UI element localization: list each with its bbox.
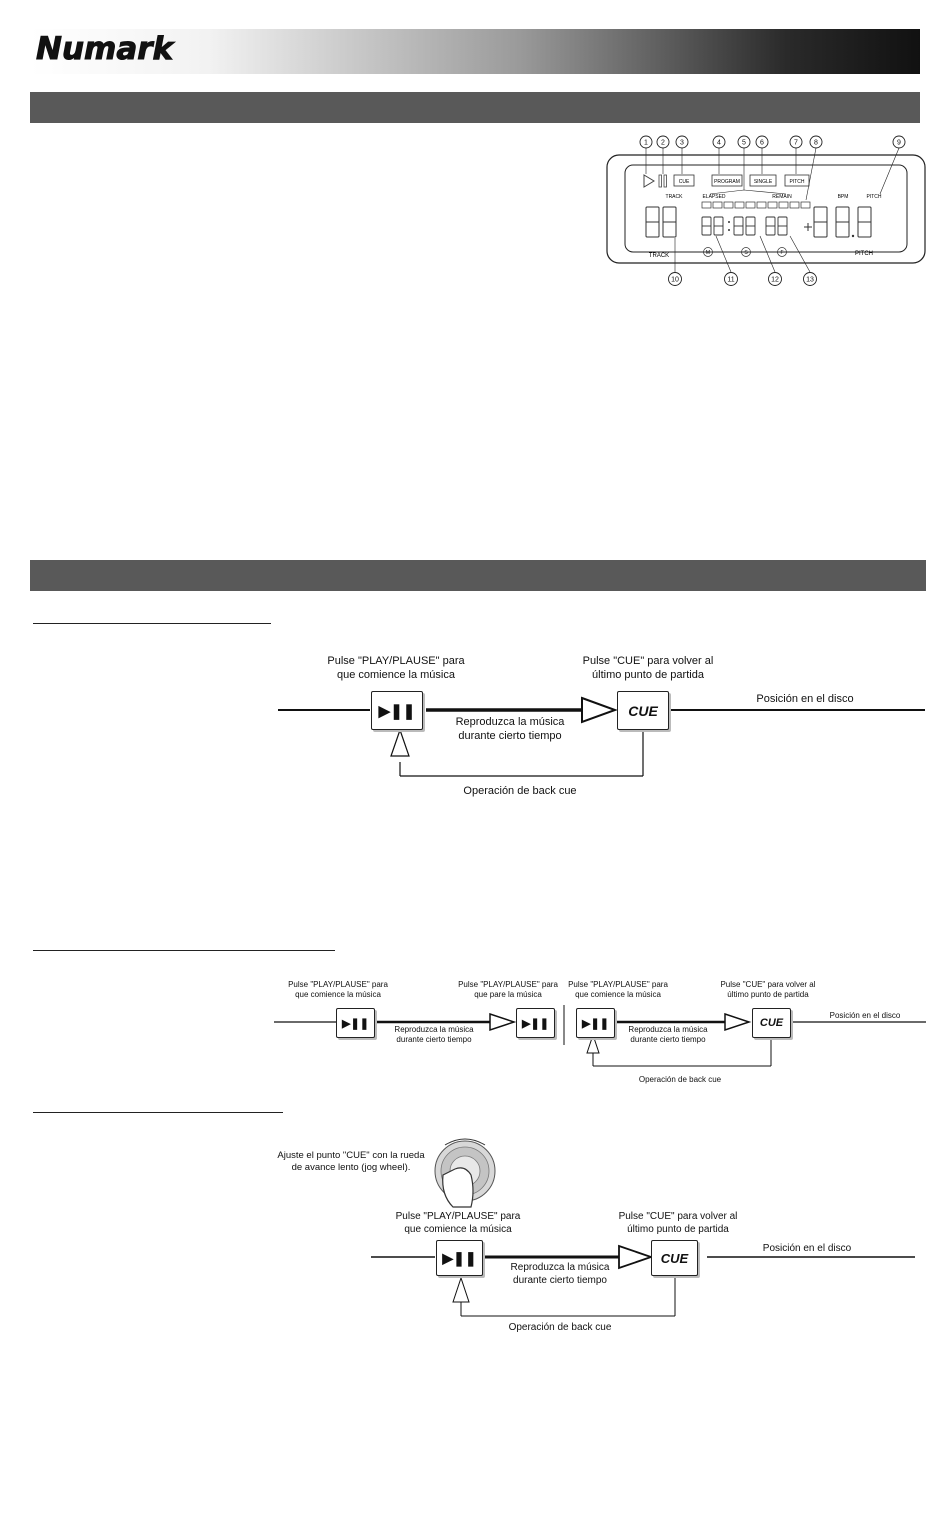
lcd-single-label: SINGLE — [753, 179, 773, 185]
lcd-program-label: PROGRAM — [714, 179, 740, 185]
callout-2: 2 — [661, 139, 665, 147]
d1-position-label: Posición en el disco — [756, 693, 854, 705]
d3-back-cue-label: Operación de back cue — [508, 1322, 612, 1333]
callout-5: 5 — [742, 139, 746, 147]
d3-play-caption: Pulse "PLAY/PLAUSE" para que comience la música — [395, 1211, 521, 1235]
d3-jog-caption: Ajuste el punto "CUE" con la rueda de avance lento (jog wheel). — [277, 1150, 425, 1173]
d3-position-label: Posición en el disco — [762, 1243, 852, 1254]
callout-3: 3 — [680, 139, 684, 147]
subsection-rule-2 — [33, 950, 335, 951]
d2-play-label: Reproduzca la música durante cierto tiempo — [394, 1025, 474, 1044]
lcd-bpm-label: BPM — [837, 194, 849, 200]
d1-cue-caption: Pulse "CUE" para volver al último punto de partida — [582, 655, 714, 681]
lcd-remain-label: REMAIN — [772, 194, 792, 200]
callout-13: 13 — [806, 276, 814, 284]
d3-play-pause-button: ▶❚❚ — [436, 1240, 483, 1276]
d1-back-cue-label: Operación de back cue — [463, 785, 577, 797]
play-pause-button: ▶❚❚ — [371, 691, 423, 730]
lcd-track-bottom-label: TRACK — [648, 253, 670, 259]
finger-icon — [443, 1168, 473, 1207]
d2-play-pause-button-1: ▶❚❚ — [336, 1008, 375, 1038]
d2-play-caption-b: Pulse "PLAY/PLAUSE" para que comience la música — [568, 980, 668, 999]
callout-12: 12 — [771, 276, 779, 284]
jog-wheel-illustration — [425, 1135, 505, 1215]
callout-1: 1 — [644, 139, 648, 147]
d3-play-label: Reproduzca la música durante cierto tiempo — [510, 1262, 610, 1286]
callout-4: 4 — [717, 139, 721, 147]
d3-cue-button: CUE — [651, 1240, 698, 1276]
section-bar-cue — [30, 560, 926, 591]
d2-play-pause-button-2: ▶❚❚ — [516, 1008, 555, 1038]
callout-10: 10 — [671, 276, 679, 284]
d2-play-pause-button-3: ▶❚❚ — [576, 1008, 615, 1038]
d1-play-label: Reproduzca la música durante cierto tiempo — [455, 716, 565, 742]
callout-7: 7 — [794, 139, 798, 147]
lcd-pitch-bottom-label: PITCH — [855, 251, 873, 257]
subsection-rule-1 — [33, 623, 271, 624]
cue-button: CUE — [617, 691, 669, 730]
lcd-s-label: S — [744, 250, 748, 256]
callout-9: 9 — [897, 139, 901, 147]
d2-pause-caption: Pulse "PLAY/PLAUSE" para que pare la música — [458, 980, 558, 999]
d3-cue-caption: Pulse "CUE" para volver al último punto de partida — [618, 1211, 738, 1235]
lcd-f-label: F — [780, 250, 784, 256]
d1-play-caption: Pulse "PLAY/PLAUSE" para que comience la música — [327, 655, 465, 681]
callout-6: 6 — [760, 139, 764, 147]
d2-position-label: Posición en el disco — [829, 1011, 901, 1020]
d2-cue-caption: Pulse "CUE" para volver al último punto de partida — [720, 980, 816, 999]
d2-play-caption: Pulse "PLAY/PLAUSE" para que comience la música — [288, 980, 388, 999]
numark-logo: Numark — [36, 31, 174, 67]
lcd-pitch-top-label: PITCH — [866, 194, 882, 200]
subsection-rule-3 — [33, 1112, 283, 1113]
callout-11: 11 — [727, 276, 735, 284]
d2-back-cue-label: Operación de back cue — [638, 1075, 722, 1084]
lcd-cue-label: CUE — [678, 179, 690, 185]
callout-8: 8 — [814, 139, 818, 147]
lcd-display-diagram — [600, 130, 930, 290]
lcd-m-label: M — [705, 250, 711, 256]
d2-play-label-b: Reproduzca la música durante cierto tiempo — [628, 1025, 708, 1044]
lcd-elapsed-label: ELAPSED — [702, 194, 726, 200]
lcd-pitch-box-label: PITCH — [789, 179, 805, 185]
d2-cue-button: CUE — [752, 1008, 791, 1038]
section-bar-display — [30, 92, 920, 123]
lcd-track-top-label: TRACK — [665, 194, 683, 200]
